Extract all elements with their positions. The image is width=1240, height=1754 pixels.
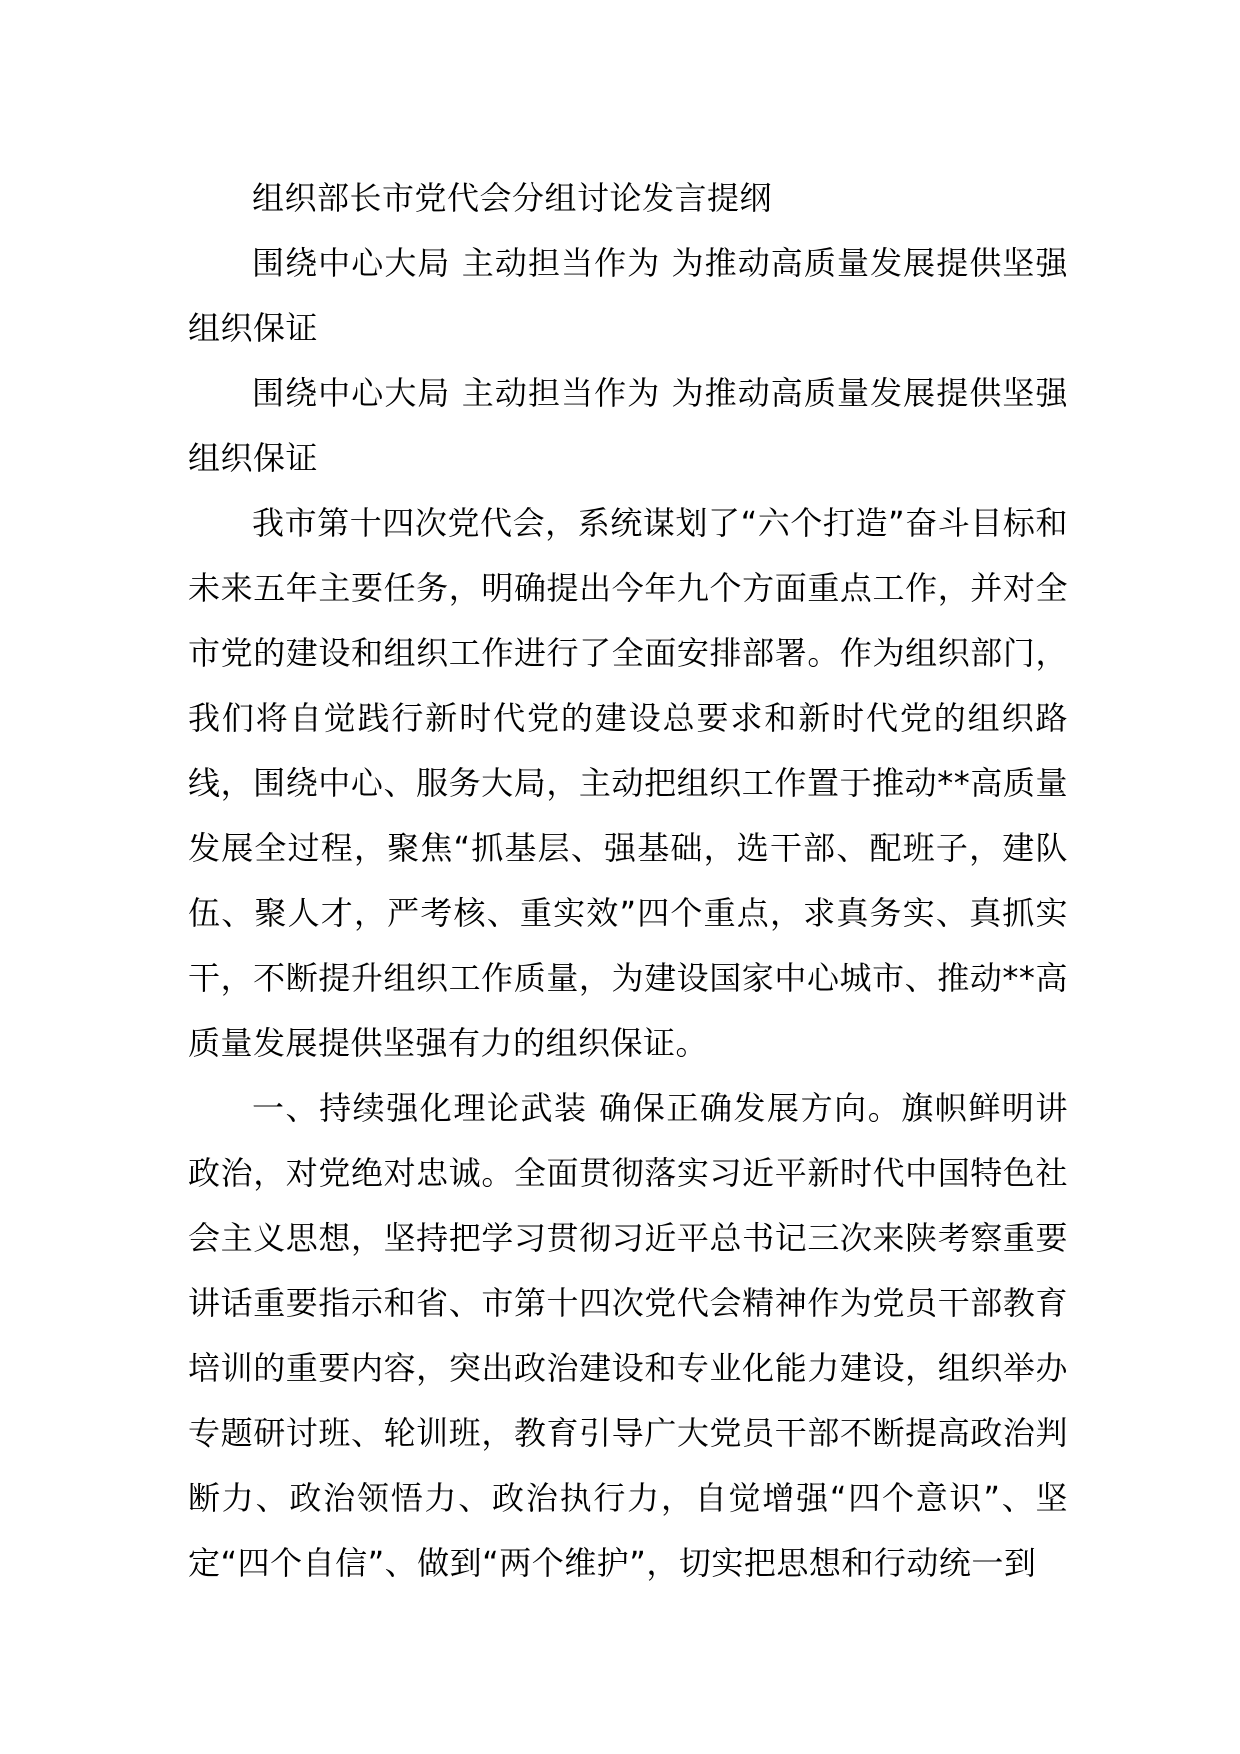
document-title: 组织部长市党代会分组讨论发言提纲 — [252, 179, 773, 217]
document-body — [188, 166, 1068, 1596]
document-subtitle: 围绕中心大局 主动担当作为 为推动高质量发展提供坚强组织保证 — [188, 244, 1068, 347]
intro-paragraph: 我市第十四次党代会，系统谋划了“六个打造”奋斗目标和未来五年主要任务，明确提出今年九个方面重点工作，并对全市党的建设和组织工作进行了全面安排部署。作为组织部门，我们将自觉践行新时代党的建设总要求和新时代党的组织路线，围绕中心、服务大局，主动把组织工作置于推动**高质量发展全过程，聚焦“抓基层、强基础，选干部、配班子，建队伍、聚人才，严考核、重实效”四个重点，求真务实、真抓实干，不断提升组织工作质量，为建设国家中心城市、推动**高质量发展提供坚强有力的组织保证。 — [188, 504, 1068, 1062]
document-subtitle-repeat: 围绕中心大局 主动担当作为 为推动高质量发展提供坚强组织保证 — [188, 374, 1068, 477]
section-one-paragraph: 一、持续强化理论武装 确保正确发展方向。旗帜鲜明讲政治，对党绝对忠诚。全面贯彻落实习近平新时代中国特色社会主义思想，坚持把学习贯彻习近平总书记三次来陕考察重要讲话重要指示和省、市第十四次党代会精神作为党员干部教育培训的重要内容，突出政治建设和专业化能力建设，组织举办专题研讨班、轮训班，教育引导广大党员干部不断提高政治判断力、政治领悟力、政治执行力，自觉增强“四个意识”、坚定“四个自信”、做到“两个维护”，切实把思想和行动统一到 — [188, 1089, 1068, 1582]
